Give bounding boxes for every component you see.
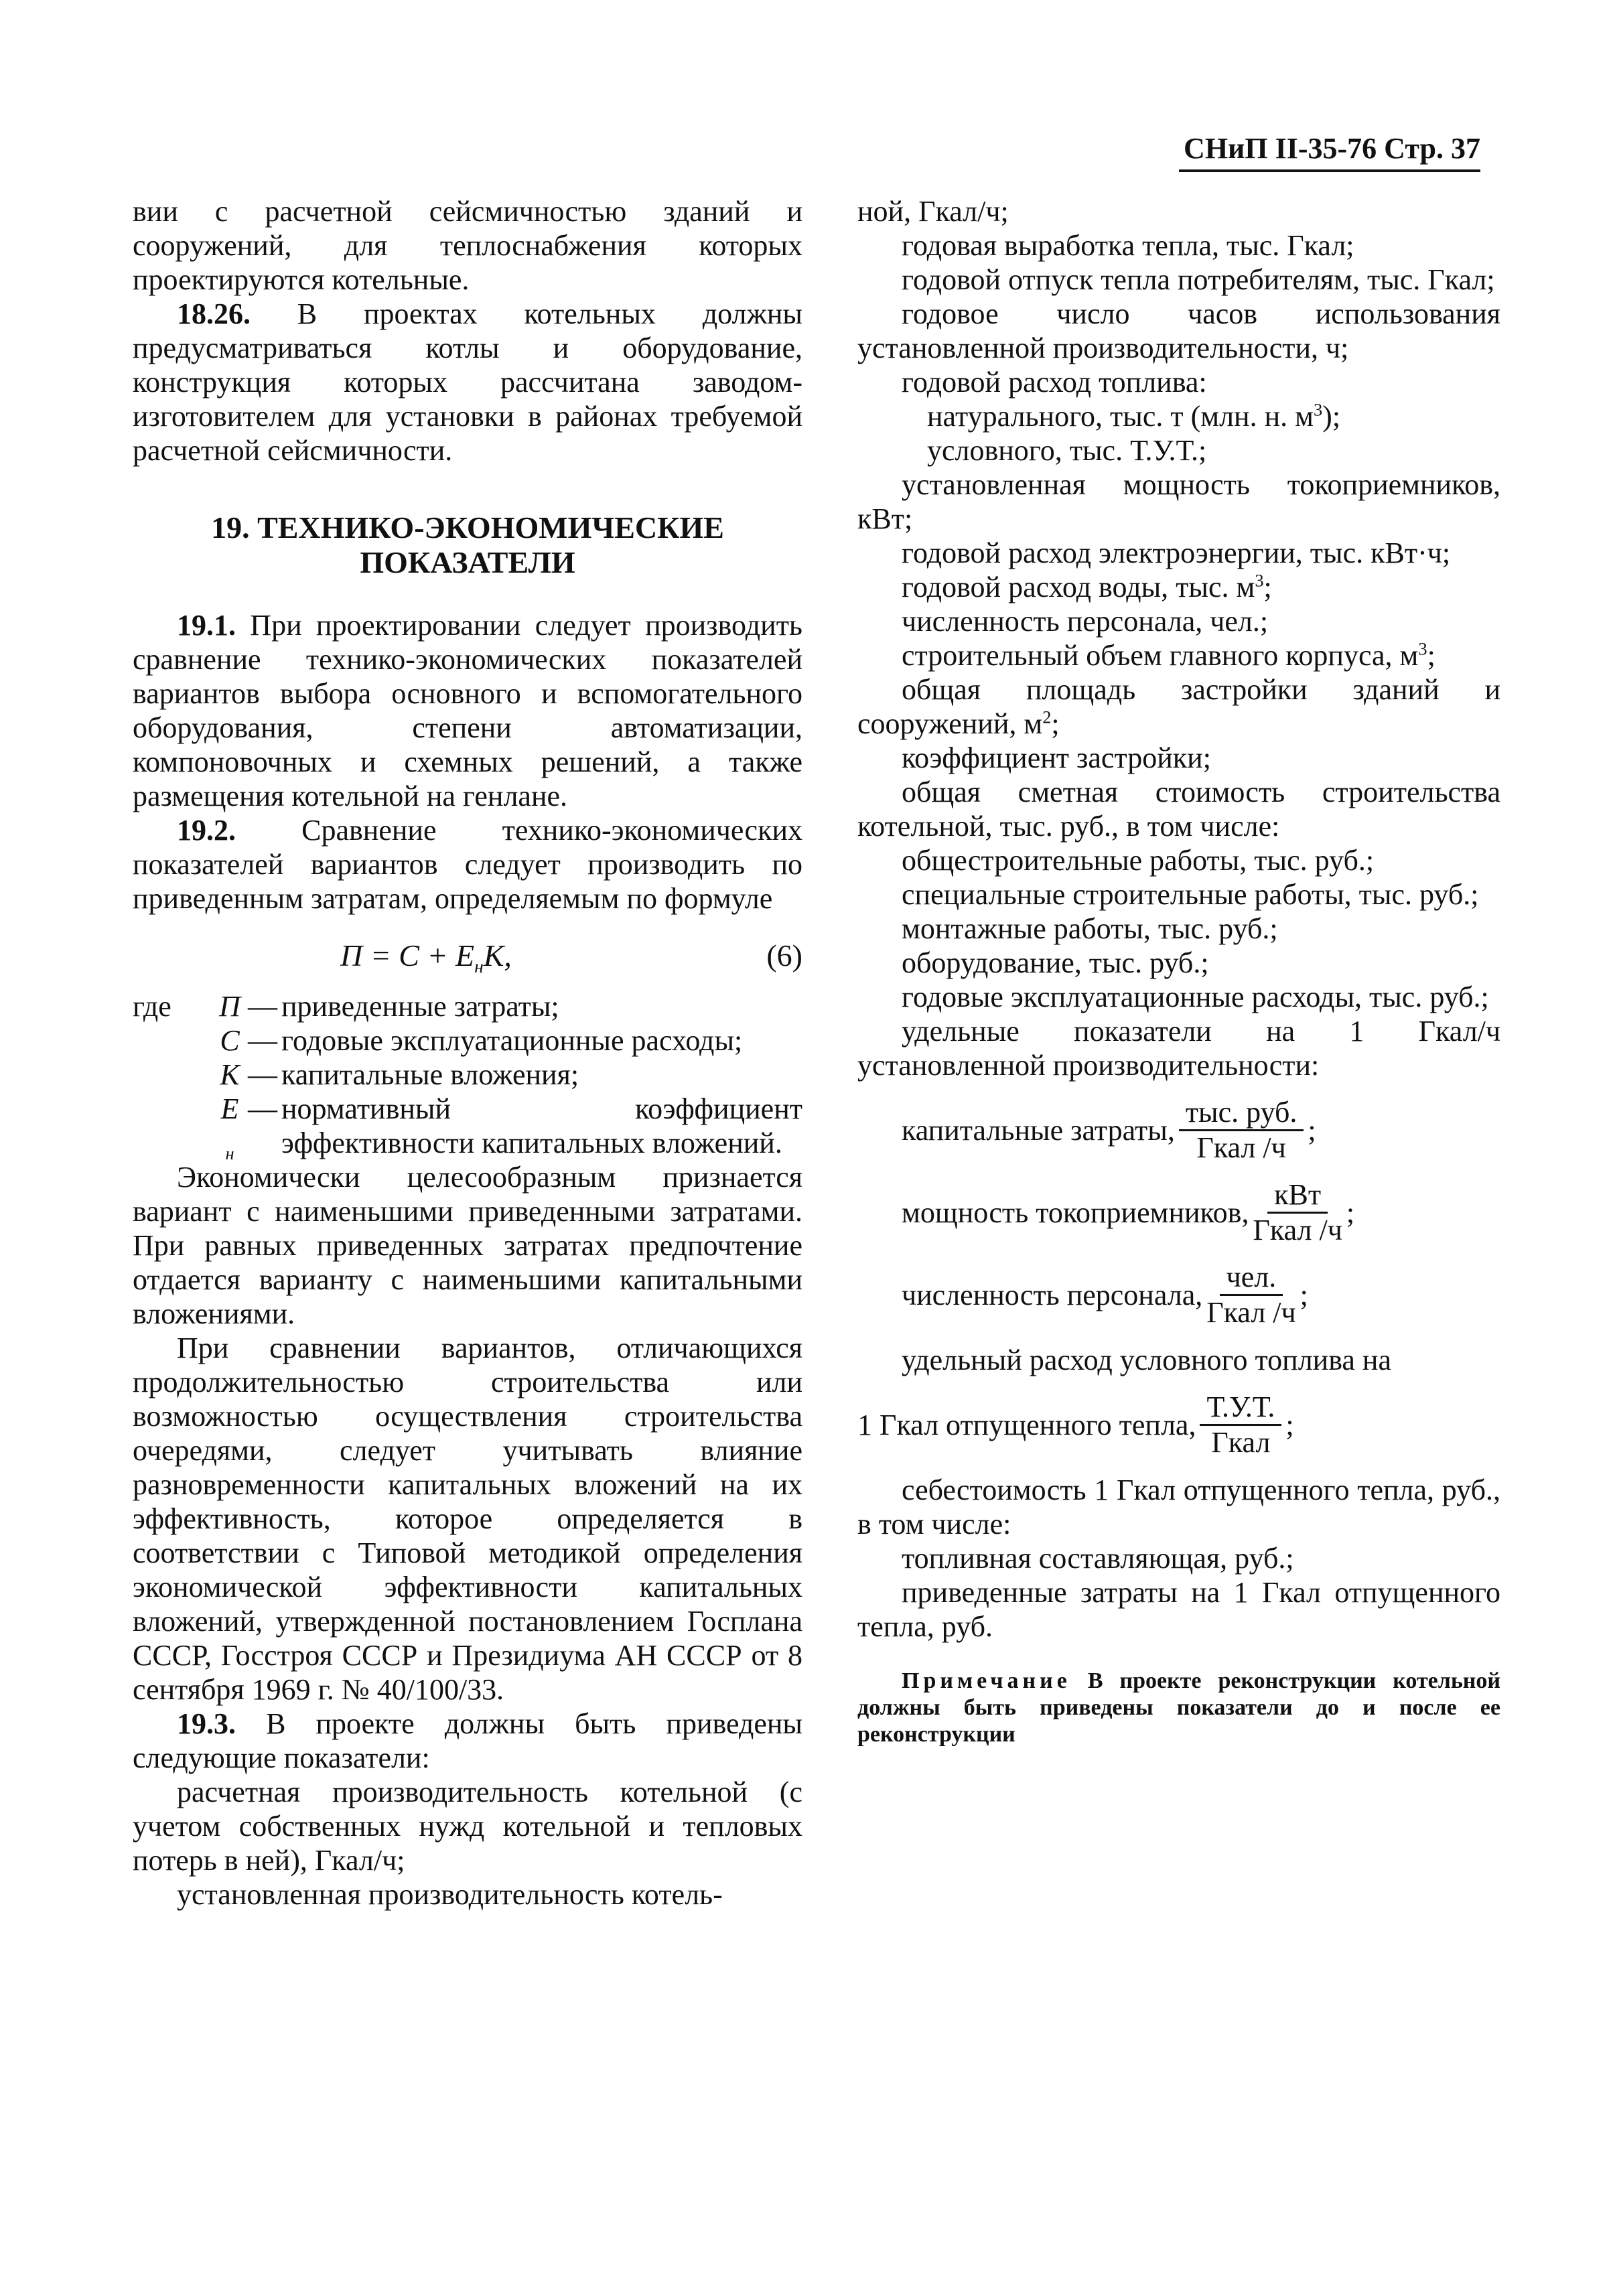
indicator-item: общая сметная стоимость строительства котельной, тыс. руб., в том числе: xyxy=(857,776,1500,843)
definitions-list: где П — приведенные затраты; С — годовые эксплуатационные расходы; К — капитальные вложения; Е $_н$ — нормативный коэффициент эффективности капитальных вложений. xyxy=(133,990,802,1163)
indicator-item: годовое число часов использования установленной производительности, ч; xyxy=(857,297,1500,364)
indicator-item: себестоимость 1 Гкал отпущенного тепла, руб., в том числе: xyxy=(857,1474,1500,1540)
clause-text: В проекте должны быть приведены следующие показатели: xyxy=(133,1707,802,1774)
footnote xyxy=(857,1668,1500,1748)
paragraph-continued: вии с расчетной сейсмичностью зданий и сооружений, для теплоснабжения которых проектируются котельные. xyxy=(133,195,802,296)
fraction-label: мощность токоприемников, xyxy=(902,1196,1249,1229)
paragraph-19-1 xyxy=(133,608,802,813)
fraction-capital-costs: капитальные затраты, $\frac{\text{тыс. руб.}}{\text{Гкал /ч}}$ ; xyxy=(902,1096,1316,1164)
formula-expression xyxy=(340,938,512,977)
fraction-numerator: кВт xyxy=(1267,1178,1328,1214)
fraction xyxy=(1253,1178,1342,1247)
paragraph-economic: Экономически целесообразным признается вариант с наименьшими приведенными затратами. При равных приведенных затратах предпочтение отдается варианту с наименьшими капитальными вложениями. xyxy=(133,1161,802,1330)
fraction xyxy=(1206,1261,1295,1330)
fraction-label: 1 Гкал отпущенного тепла, xyxy=(857,1409,1196,1441)
fraction-denominator: Гкал /ч xyxy=(1206,1296,1296,1329)
section-title-line-2: ПОКАЗАТЕЛИ xyxy=(360,545,575,579)
page-header: СНиП II-35-76 Стр. 37 xyxy=(1179,131,1480,172)
note-text: В проекте реконструкции котельной должны быть приведены показатели до и после ее реконструкции xyxy=(857,1668,1500,1747)
definition-text: годовые эксплуатационные расходы; xyxy=(281,1024,743,1057)
formula-number: (6) xyxy=(766,938,802,973)
indicator-item: топливная составляющая, руб.; xyxy=(902,1542,1294,1575)
definition-symbol: П xyxy=(219,990,240,1023)
fraction-denominator: Гкал /ч xyxy=(1253,1214,1342,1246)
indicator-item: годовой отпуск тепла потребителям, тыс. Гкал; xyxy=(902,263,1495,296)
fraction xyxy=(1179,1096,1304,1165)
clause-text: В проектах котельных должны предусматриваться котлы и оборудование, конструкция которых рассчитана заводом-изготовителем для установки в районах требуемой расчетной сейсмичности. xyxy=(133,297,802,467)
indicator-item: расчетная производительность котельной (с учетом собственных нужд котельной и тепловых потерь в ней), Гкал/ч; xyxy=(133,1776,802,1877)
paragraph-18-26 xyxy=(133,297,802,468)
definition-text: приведенные затраты; xyxy=(281,990,559,1023)
definition-text: капитальные вложения; xyxy=(281,1058,579,1091)
clause-number: 19.1. xyxy=(177,609,236,642)
formula-rhs: К, xyxy=(483,938,512,973)
fraction-power: мощность токоприемников, $\frac{\text{кВт}}{\text{Гкал /ч}}$ ; xyxy=(902,1178,1355,1246)
section-title xyxy=(133,510,802,580)
indicator-item: строительный объем главного корпуса, $м^3$; xyxy=(902,638,1435,672)
indicator-item: установленная мощность токоприемников, кВт; xyxy=(857,468,1500,535)
indicator-item: годовой расход электроэнергии, тыс. кВт·ч; xyxy=(902,536,1451,569)
clause-number: 19.3. xyxy=(177,1707,236,1740)
paragraph-19-3 xyxy=(133,1707,802,1775)
indicator-item: удельные показатели на 1 Гкал/ч установленной производительности: xyxy=(857,1015,1500,1082)
indicator-item: специальные строительные работы, тыс. руб.; xyxy=(902,878,1479,911)
indicator-item: численность персонала, чел.; xyxy=(902,605,1269,638)
paragraph-comparison: При сравнении вариантов, отличающихся продолжительностью строительства или возможностью осуществления строительства очередями, следует учитывать влияние разновременности капитальных вложений на их эффективность, которое определяется в соответствии с Типовой методикой определения экономической эффективности капитальных вложений, утвержденной постановлением Госплана СССР, Госстроя СССР и Президиума АН СССР от 8 сентября 1969 г. № 40/100/33. xyxy=(133,1332,802,1706)
fraction-numerator: тыс. руб. xyxy=(1179,1096,1304,1131)
indicator-subitem: условного, тыс. Т.У.Т.; xyxy=(927,434,1207,467)
fraction-staff: численность персонала, $\frac{\text{чел.}}{\text{Гкал /ч}}$ ; xyxy=(902,1261,1308,1329)
indicator-item: монтажные работы, тыс. руб.; xyxy=(902,912,1278,945)
fraction xyxy=(1200,1390,1281,1459)
note-label: Примечание xyxy=(902,1668,1071,1693)
indicator-item: коэффициент застройки; xyxy=(902,741,1211,774)
formula-lhs: П = С + Е xyxy=(340,938,475,973)
indicator-subitem: натурального, тыс. т (млн. н. $м^3$); xyxy=(927,399,1341,433)
indicator-item: общая площадь застройки зданий и сооружений, $м^2$; xyxy=(857,673,1500,740)
indicator-item: годовой расход воды, тыс. $м^3$; xyxy=(902,570,1272,603)
indicator-item: удельный расход условного топлива на xyxy=(902,1344,1392,1376)
definition-symbol: Е $_н$ xyxy=(220,1092,239,1163)
indicator-item: общестроительные работы, тыс. руб.; xyxy=(902,844,1375,877)
indicator-item: ной, Гкал/ч; xyxy=(857,195,1009,228)
clause-text: Сравнение технико-экономических показателей вариантов следует производить по приведенным затратам, определяемым по формуле xyxy=(133,814,802,915)
indicator-item: годовая выработка тепла, тыс. Гкал; xyxy=(902,229,1354,262)
indicator-item: годовые эксплуатационные расходы, тыс. руб.; xyxy=(902,981,1489,1013)
fraction-label: численность персонала, xyxy=(902,1279,1203,1311)
section-title-line-1: 19. ТЕХНИКО-ЭКОНОМИЧЕСКИЕ xyxy=(211,510,724,545)
formula-6 xyxy=(133,930,802,984)
definition-symbol: С xyxy=(220,1024,240,1057)
definition-text: нормативный коэффициент эффективности капитальных вложений. xyxy=(281,1092,802,1159)
clause-text: При проектировании следует производить сравнение технико-экономических показателей вариантов выбора основного и вспомогательного оборудования, степени автоматизации, компоновочных и схемных решений, а также размещения котельной на генлане. xyxy=(133,609,802,812)
fraction-denominator: Гкал xyxy=(1211,1426,1271,1459)
definition-symbol: К xyxy=(220,1058,240,1091)
left-column xyxy=(133,194,802,1912)
indicator-item: установленная производительность котель- xyxy=(177,1878,723,1911)
clause-number: 19.2. xyxy=(177,814,236,847)
clause-number: 18.26. xyxy=(177,297,251,330)
where-word: где xyxy=(133,990,171,1023)
fraction-denominator: Гкал /ч xyxy=(1196,1131,1286,1164)
formula-subscript: н xyxy=(474,956,484,977)
paragraph-19-2 xyxy=(133,813,802,916)
fraction-label: капитальные затраты, xyxy=(902,1114,1175,1147)
fraction-numerator: чел. xyxy=(1220,1261,1283,1296)
right-column xyxy=(857,194,1500,1748)
fraction-numerator: Т.У.Т. xyxy=(1200,1390,1281,1426)
fraction-fuel: 1 Гкал отпущенного тепла, $\frac{Т.У.Т.}{\text{Гкал}}$ ; xyxy=(857,1390,1294,1459)
indicator-item: годовой расход топлива: xyxy=(902,366,1207,399)
indicator-item: приведенные затраты на 1 Гкал отпущенного тепла, руб. xyxy=(857,1576,1500,1643)
indicator-item: оборудование, тыс. руб.; xyxy=(902,946,1209,979)
